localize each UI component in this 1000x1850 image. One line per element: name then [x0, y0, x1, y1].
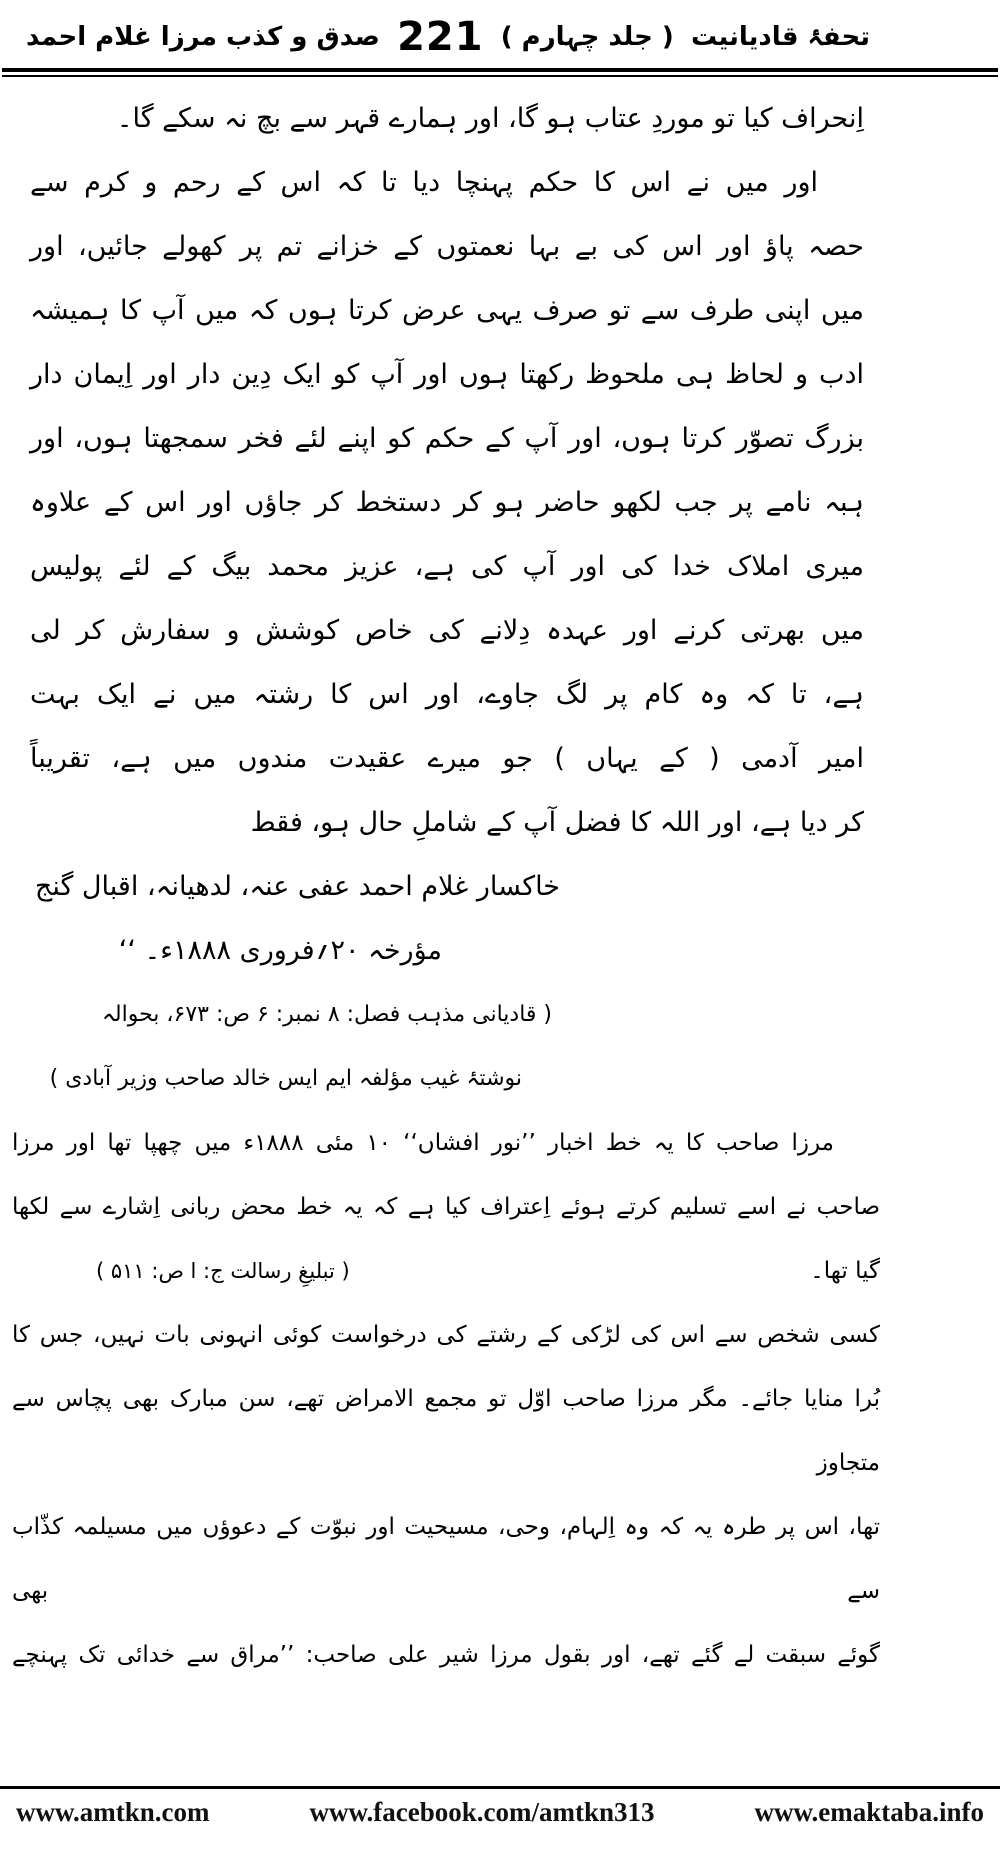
- body-text-line: صاحب نے اسے تسلیم کرتے ہوئے اِعتراف کیا ہے کہ یہ خط محض ربانی اِشارے سے لکھا: [12, 1194, 880, 1220]
- chapter-title: صدق و کذب مرزا غلام احمد: [26, 22, 380, 52]
- page-header: [0, 0, 1000, 68]
- page-footer: [0, 1797, 1000, 1828]
- sentence-end: گیا تھا۔: [810, 1258, 880, 1284]
- citation-line: نوشتۂ غیب مؤلفہ ایم ایس خالد صاحب وزیر آبادی ): [49, 1066, 522, 1091]
- footer-url-facebook: www.facebook.com/amtkn313: [309, 1797, 655, 1827]
- inline-citation: ( تبلیغِ رسالت ج: ا ص: ۵۱۱ ): [96, 1259, 350, 1283]
- body-text-line: حصہ پاؤ اور اس کی بے بہا نعمتوں کے خزانے تم پر کھولے جائیں، اور: [30, 231, 864, 262]
- footer-url-emaktaba: www.emaktaba.info: [754, 1797, 984, 1827]
- body-text-line: ہبہ نامے پر جب لکھو حاضر ہو کر دستخط کر جاؤں اور اس کے علاوہ: [30, 487, 864, 518]
- book-title: تحفۂ قادیانیت: [690, 22, 870, 52]
- body-text-line: مرزا صاحب کا یہ خط اخبار ’’نور افشاں‘‘ ۱۰ مئی ۱۸۸۸ء میں چھپا تھا اور مرزا: [12, 1130, 834, 1156]
- body-text-line: میں اپنی طرف سے تو صرف یہی عرض کرتا ہوں کہ میں آپ کا ہمیشہ: [30, 295, 864, 326]
- body-text-line: ادب و لحاظ ہی ملحوظ رکھتا ہوں اور آپ کو ایک دِین دار اور اِیمان دار: [30, 359, 864, 390]
- footer-url-amtkn: www.amtkn.com: [16, 1797, 210, 1827]
- body-text-line: کر دیا ہے، اور اللہ کا فضل آپ کے شاملِ حال ہو، فقط: [250, 807, 864, 838]
- body-text-line: امیر آدمی ( کے یہاں ) جو میرے عقیدت مندوں میں ہے، تقریباً: [30, 743, 864, 774]
- body-text-line: اور میں نے اس کا حکم پہنچا دیا تا کہ اس کے رحم و کرم سے: [30, 167, 818, 198]
- page-number: 221: [397, 14, 484, 60]
- body-text-line: گوئے سبقت لے گئے تھے، اور بقول مرزا شیر علی صاحب: ’’مراق سے خدائی تک پہنچے: [12, 1642, 880, 1668]
- body-text-line: بزرگ تصوّر کرتا ہوں، اور آپ کے حکم کو اپنے لئے فخر سمجھتا ہوں، اور: [30, 423, 864, 454]
- header-rule: [2, 68, 998, 77]
- body-lines: [0, 77, 1000, 1687]
- body-text-line: میری املاک خدا کی اور آپ کی ہے، عزیز محمد بیگ کے لئے پولیس: [30, 551, 864, 582]
- citation-line: ( قادیانی مذہب فصل: ۸ نمبر: ۶ ص: ۶۷۳، بحوالہ: [102, 1002, 552, 1027]
- body-text-line: ہے، تا کہ وہ کام پر لگ جاوے، اور اس کا رشتہ میں نے ایک بہت: [30, 679, 864, 710]
- body-text-line: [96, 1239, 880, 1303]
- body-text-line: میں بھرتی کرنے اور عہدہ دِلانے کی خاص کوشش و سفارش کر لی: [30, 615, 864, 646]
- signature-line: خاکسار غلام احمد عفی عنہ، لدھیانہ، اقبال گنج: [34, 871, 560, 902]
- footer-rule: [0, 1786, 1000, 1789]
- date-line: مؤرخہ ۲۰؍فروری ۱۸۸۸ء۔ ‘‘: [118, 935, 442, 966]
- body-text-line: بُرا منایا جائے۔ مگر مرزا صاحب اوّل تو مجمع الامراض تھے، سن مبارک بھی پچاس سے متجاوز: [12, 1386, 880, 1476]
- body-text-line: تھا، اس پر طرہ یہ کہ وہ اِلہام، وحی، مسیحیت اور نبوّت کے دعوؤں میں مسیلمہ کذّاب سے بھی: [12, 1514, 880, 1604]
- body-text-line: کسی شخص سے اس کی لڑکی کے رشتے کی درخواست کوئی انہونی بات نہیں، جس کا: [12, 1322, 880, 1348]
- body-text-line: اِنحراف کیا تو موردِ عتاب ہو گا، اور ہمارے قہر سے بچ نہ سکے گا۔: [116, 103, 864, 134]
- volume-label: ( جلد چہارم ): [500, 22, 674, 52]
